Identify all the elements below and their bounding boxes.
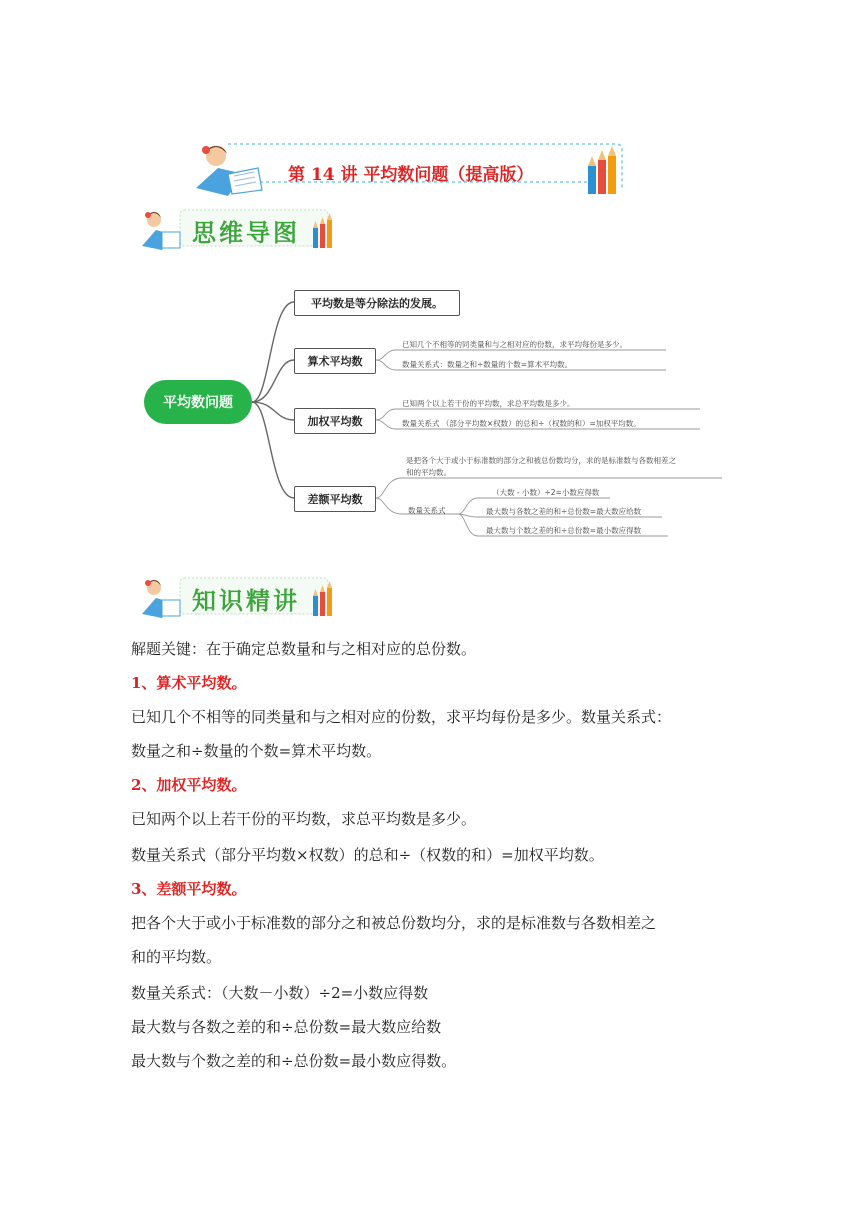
paragraph-line: 数量关系式（部分平均数×权数）的总和÷（权数的和）=加权平均数。: [131, 846, 604, 864]
paragraph-line: 最大数与个数之差的和÷总份数=最小数应得数。: [131, 1052, 457, 1070]
girl-reading-icon: [142, 212, 180, 250]
title-banner: [188, 138, 628, 198]
paragraph-line: 已知几个不相等的同类量和与之相对应的份数，求平均每份是多少。数量关系式：: [131, 708, 672, 726]
paragraph-line: 最大数与各数之差的和÷总份数=最大数应给数: [131, 1018, 442, 1036]
mind-map-node: 差额平均数: [294, 486, 376, 512]
paragraph-line: 把各个大于或小于标准数的部分之和被总份数均分，求的是标准数与各数相差之: [131, 914, 657, 932]
mind-map-note: 数量关系式：数量之和÷数量的个数=算术平均数。: [402, 360, 573, 369]
mind-map-note: （大数 - 小数）÷2=小数应得数: [492, 488, 600, 497]
mind-map-note: 数量关系式 （部分平均数×权数）的总和÷（权数的和）=加权平均数。: [402, 419, 641, 428]
pencils-icon: [588, 146, 616, 194]
girl-reading-icon: [142, 580, 180, 618]
mind-map-note: 和的平均数。: [406, 468, 451, 477]
heading-arithmetic-mean: 1、算术平均数。: [131, 674, 247, 692]
mind-map-note: 已知几个不相等的同类量和与之相对应的份数，求平均每份是多少。: [402, 340, 627, 349]
section-title-knowledge: 知识精讲: [192, 586, 300, 615]
mind-map-root: 平均数问题: [144, 380, 252, 424]
paragraph-line: 已知两个以上若干份的平均数，求总平均数是多少。: [131, 810, 477, 828]
mind-map-node: 平均数是等分除法的发展。: [294, 290, 460, 316]
mind-map-note: 数量关系式: [408, 506, 446, 515]
girl-reading-icon: [196, 146, 262, 196]
heading-weighted-mean: 2、加权平均数。: [131, 776, 247, 794]
section-title-mindmap: 思维导图: [192, 218, 300, 247]
mind-map-note: 最大数与个数之差的和÷总份数=最小数应得数: [486, 526, 642, 535]
page-title: 第 14 讲 平均数问题（提高版）: [288, 165, 534, 185]
mind-map-node: 算术平均数: [294, 348, 376, 374]
section-header-knowledge: [140, 574, 340, 620]
mind-map: [140, 280, 730, 545]
mind-map-note: 已知两个以上若干份的平均数，求总平均数是多少。: [402, 399, 575, 408]
heading-difference-mean: 3、差额平均数。: [131, 880, 247, 898]
mind-map-note: 是把各个大于或小于标准数的部分之和被总份数均分，求的是标准数与各数相差之: [406, 456, 676, 465]
paragraph-line: 和的平均数。: [131, 948, 222, 966]
mind-map-node: 加权平均数: [294, 408, 376, 434]
paragraph-line: 数量之和÷数量的个数=算术平均数。: [131, 742, 382, 760]
mind-map-note: 最大数与各数之差的和÷总份数=最大数应给数: [486, 507, 642, 516]
key-line: 解题关键：在于确定总数量和与之相对应的总份数。: [131, 640, 477, 658]
section-header-mindmap: [140, 206, 340, 252]
paragraph-line: 数量关系式：（大数－小数）÷2=小数应得数: [131, 984, 429, 1002]
